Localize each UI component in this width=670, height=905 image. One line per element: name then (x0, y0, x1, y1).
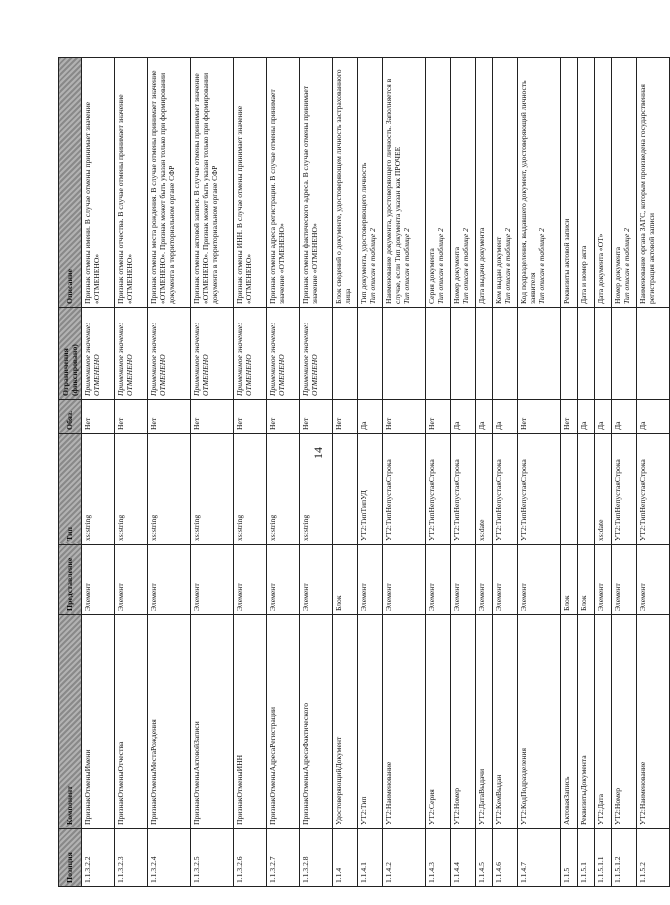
description-type-note: Тип описан в таблице 2 (537, 228, 547, 304)
cell-constraints (426, 308, 451, 400)
cell-component: УТ2:Дата (595, 615, 612, 829)
header-type: Тип (59, 434, 82, 545)
description-text: Номер документа (452, 247, 461, 304)
cell-description (82, 58, 115, 308)
cell-description (148, 58, 191, 308)
cell-position: 1.1.4 (333, 829, 358, 887)
table-row (561, 58, 578, 887)
cell-constraints (476, 308, 493, 400)
cell-constraints: Применимое значение: ОТМЕНЕНО (234, 308, 267, 400)
cell-type: УТ2:ТипНепустаяСтрока (612, 434, 637, 545)
cell-component: РеквизитыДокумента (578, 615, 595, 829)
cell-constraints: Применимое значение: ОТМЕНЕНО (82, 308, 115, 400)
cell-component: УТ2:Серия (426, 615, 451, 829)
cell-description (451, 58, 476, 308)
cell-representation: Элемент (426, 545, 451, 615)
cell-required: Нет (333, 400, 358, 434)
description-text: Дата документа «ОТ» (596, 233, 605, 304)
table-row (451, 58, 476, 887)
cell-position: 1.1.5.1 (578, 829, 595, 887)
cell-position: 1.1.3.2.4 (148, 829, 191, 887)
cell-position: 1.1.3.2.8 (300, 829, 333, 887)
cell-constraints (637, 308, 670, 400)
cell-required: Нет (191, 400, 234, 434)
table-row (234, 58, 267, 887)
description-text: Код подразделения, выдавшего документ, удостоверяющий личность заявителя (519, 80, 538, 304)
cell-required: Да (578, 400, 595, 434)
cell-required: Нет (148, 400, 191, 434)
cell-type: xs:date (595, 434, 612, 545)
cell-component: ПризнакОтменыАдресаФактического (300, 615, 333, 829)
cell-representation: Элемент (476, 545, 493, 615)
cell-representation: Элемент (451, 545, 476, 615)
cell-description (234, 58, 267, 308)
description-type-note: Тип описан в таблице 2 (503, 228, 513, 304)
cell-representation: Элемент (234, 545, 267, 615)
cell-representation: Блок (578, 545, 595, 615)
cell-representation: Элемент (518, 545, 561, 615)
description-type-note: Тип описан в таблице 2 (368, 228, 378, 304)
cell-constraints (612, 308, 637, 400)
cell-component: УТ2:Наименование (637, 615, 670, 829)
cell-position: 1.1.3.2.7 (267, 829, 300, 887)
description-type-note: Тип описан в таблице 2 (402, 228, 412, 304)
cell-required: Нет (234, 400, 267, 434)
cell-position: 1.1.4.5 (476, 829, 493, 887)
cell-type: xs:string (191, 434, 234, 545)
description-text: Признак отмены отчества. В случае отмены принимает значение «ОТМЕНЕНО» (116, 94, 135, 304)
cell-component: ПризнакОтменыАктовойЗаписи (191, 615, 234, 829)
table-row (383, 58, 426, 887)
cell-position: 1.1.3.2.6 (234, 829, 267, 887)
cell-type (561, 434, 578, 545)
cell-component: УТ2:КемВыдан (493, 615, 518, 829)
cell-type: xs:string (234, 434, 267, 545)
cell-constraints (595, 308, 612, 400)
table-row (637, 58, 670, 887)
header-constraints: Ограничения (фиксировано) (59, 308, 82, 400)
cell-type: УТ2:ТипНепустаяСтрока (637, 434, 670, 545)
description-type-note: Тип описан в таблице 2 (622, 228, 632, 304)
cell-representation: Элемент (115, 545, 148, 615)
description-text: Признак отмены ИНН. В случае отмены принимает значение «ОТМЕНЕНО» (235, 105, 254, 304)
cell-type: УТ2:ТипНепустаяСтрока (493, 434, 518, 545)
cell-component: ПризнакОтменыИНН (234, 615, 267, 829)
cell-description (115, 58, 148, 308)
cell-component: УТ2:ДатаВыдачи (476, 615, 493, 829)
cell-description (333, 58, 358, 308)
cell-description (191, 58, 234, 308)
table-row (578, 58, 595, 887)
cell-component: АктоваяЗапись (561, 615, 578, 829)
cell-constraints (561, 308, 578, 400)
table-header-row (59, 58, 82, 887)
cell-position: 1.1.4.2 (383, 829, 426, 887)
cell-required: Да (637, 400, 670, 434)
table-row (115, 58, 148, 887)
description-text: Дата и номер акта (579, 245, 588, 304)
cell-position: 1.1.4.7 (518, 829, 561, 887)
cell-description (518, 58, 561, 308)
description-text: Тип документа, удостоверяющего личность (359, 162, 368, 304)
cell-representation: Блок (333, 545, 358, 615)
header-representation: Представление (59, 545, 82, 615)
table-row (612, 58, 637, 887)
cell-constraints (578, 308, 595, 400)
description-type-note: Тип описан в таблице 2 (461, 228, 471, 304)
cell-constraints: Применимое значение: ОТМЕНЕНО (148, 308, 191, 400)
cell-type: xs:string (115, 434, 148, 545)
cell-type: xs:string (267, 434, 300, 545)
cell-description (300, 58, 333, 308)
cell-component: УТ2:Наименование (383, 615, 426, 829)
cell-component: УТ2:Номер (451, 615, 476, 829)
cell-representation: Элемент (493, 545, 518, 615)
cell-representation: Блок (561, 545, 578, 615)
cell-description (612, 58, 637, 308)
cell-position: 1.1.4.1 (358, 829, 383, 887)
cell-required: Да (451, 400, 476, 434)
cell-type: xs:string (82, 434, 115, 545)
cell-position: 1.1.3.2.5 (191, 829, 234, 887)
cell-component: ПризнакОтменыИмени (82, 615, 115, 829)
cell-component: УдостоверяющийДокумент (333, 615, 358, 829)
description-text: Номер документа (613, 247, 622, 304)
cell-component: ПризнакОтменыАдресаРегистрации (267, 615, 300, 829)
description-text: Дата выдачи документа (477, 227, 486, 304)
cell-position: 1.1.5.1.1 (595, 829, 612, 887)
cell-position: 1.1.3.2.2 (82, 829, 115, 887)
description-type-note: Тип описан в таблице 2 (436, 228, 446, 304)
cell-position: 1.1.5.2 (637, 829, 670, 887)
cell-representation: Элемент (148, 545, 191, 615)
cell-representation: Элемент (358, 545, 383, 615)
header-position: Позиция (59, 829, 82, 887)
cell-type: xs:string (148, 434, 191, 545)
cell-position: 1.1.3.2.3 (115, 829, 148, 887)
cell-required: Да (595, 400, 612, 434)
cell-representation: Элемент (300, 545, 333, 615)
cell-required: Нет (561, 400, 578, 434)
description-text: Кем выдан документ (494, 236, 503, 304)
cell-description (578, 58, 595, 308)
cell-description (426, 58, 451, 308)
description-text: Реквизиты актовой записи (562, 218, 571, 304)
cell-representation: Элемент (191, 545, 234, 615)
table-row (148, 58, 191, 887)
cell-constraints (493, 308, 518, 400)
description-text: Серия документа (427, 248, 436, 304)
cell-constraints: Применимое значение: ОТМЕНЕНО (115, 308, 148, 400)
description-text: Признак отмены фактического адреса. В случае отмены принимает значение «ОТМЕНЕНО» (301, 85, 320, 304)
cell-description (358, 58, 383, 308)
cell-component: ПризнакОтменыМестаРождения (148, 615, 191, 829)
table-row (267, 58, 300, 887)
cell-position: 1.1.4.4 (451, 829, 476, 887)
table-row (358, 58, 383, 887)
table-row (82, 58, 115, 887)
table-row (595, 58, 612, 887)
cell-constraints (518, 308, 561, 400)
cell-required: Да (612, 400, 637, 434)
cell-description (383, 58, 426, 308)
cell-type: УТ2:ТипНепустаяСтрока (518, 434, 561, 545)
cell-required: Нет (383, 400, 426, 434)
table-row (476, 58, 493, 887)
cell-type (333, 434, 358, 545)
table-row (300, 58, 333, 887)
cell-type (578, 434, 595, 545)
description-text: Наименование документа, удостоверяющего личность. Заполняется в случае, если Тип документа указан как ПРОЧЕЕ (384, 78, 403, 304)
cell-constraints (358, 308, 383, 400)
cell-description (637, 58, 670, 308)
page-number: 14 (311, 447, 325, 459)
cell-type: УТ2:ТипНепустаяСтрока (426, 434, 451, 545)
cell-required: Нет (115, 400, 148, 434)
description-text: Признак отмены места рождения. В случае отмены принимает значение «ОТМЕНЕНО». Признак может быть указан только при формировании документа в территориальном органе СФР (149, 70, 177, 304)
header-required: Обяз. (59, 400, 82, 434)
description-text: Признак отмены адреса регистрации. В случае отмены принимает значение «ОТМЕНЕНО» (268, 89, 287, 304)
cell-type: УТ2:ТипНепустаяСтрока (451, 434, 476, 545)
cell-required: Нет (82, 400, 115, 434)
cell-required: Нет (267, 400, 300, 434)
cell-required: Нет (300, 400, 333, 434)
cell-constraints (333, 308, 358, 400)
cell-constraints: Применимое значение: ОТМЕНЕНО (267, 308, 300, 400)
description-text: Признак отмены актовой записи. В случае отмены принимает значение «ОТМЕНЕНО». Признак может быть указан только при формировании документа в территориальном органе СФР (192, 72, 220, 304)
description-text: Признак отмены имени. В случае отмены принимает значение «ОТМЕНЕНО» (83, 101, 102, 304)
cell-constraints (383, 308, 426, 400)
cell-position: 1.1.4.6 (493, 829, 518, 887)
cell-description (595, 58, 612, 308)
cell-type: xs:string (300, 434, 333, 545)
cell-description (561, 58, 578, 308)
cell-representation: Элемент (595, 545, 612, 615)
cell-component: УТ2:Тип (358, 615, 383, 829)
table-row (333, 58, 358, 887)
cell-position: 1.1.5 (561, 829, 578, 887)
cell-required: Нет (518, 400, 561, 434)
specification-table (58, 57, 670, 887)
cell-component: УТ2:Номер (612, 615, 637, 829)
cell-representation: Элемент (383, 545, 426, 615)
header-component: Компонент (59, 615, 82, 829)
cell-required: Да (493, 400, 518, 434)
description-text: Наименование органа ЗАГС, которым произведена государственная регистрация актовой записи (638, 84, 657, 304)
cell-representation: Элемент (612, 545, 637, 615)
cell-description (476, 58, 493, 308)
cell-constraints: Применимое значение: ОТМЕНЕНО (300, 308, 333, 400)
cell-type: УТ2:ТипТипУД (358, 434, 383, 545)
cell-constraints (451, 308, 476, 400)
cell-constraints: Применимое значение: ОТМЕНЕНО (191, 308, 234, 400)
table-row (493, 58, 518, 887)
cell-required: Да (476, 400, 493, 434)
cell-type: xs:date (476, 434, 493, 545)
cell-required: Да (358, 400, 383, 434)
cell-representation: Элемент (637, 545, 670, 615)
cell-position: 1.1.4.3 (426, 829, 451, 887)
table-row (518, 58, 561, 887)
table-row (426, 58, 451, 887)
cell-component: УТ2:КодПодразделения (518, 615, 561, 829)
table-row (191, 58, 234, 887)
cell-position: 1.1.5.1.2 (612, 829, 637, 887)
cell-representation: Элемент (267, 545, 300, 615)
cell-representation: Элемент (82, 545, 115, 615)
rotated-table-container (58, 58, 657, 887)
cell-required: Нет (426, 400, 451, 434)
cell-component: ПризнакОтменыОтчества (115, 615, 148, 829)
description-text: Блок сведений о документе, удостоверяющем личность застрахованного лица (334, 69, 353, 304)
cell-description (493, 58, 518, 308)
cell-description (267, 58, 300, 308)
header-description: Описание (59, 58, 82, 308)
cell-type: УТ2:ТипНепустаяСтрока (383, 434, 426, 545)
